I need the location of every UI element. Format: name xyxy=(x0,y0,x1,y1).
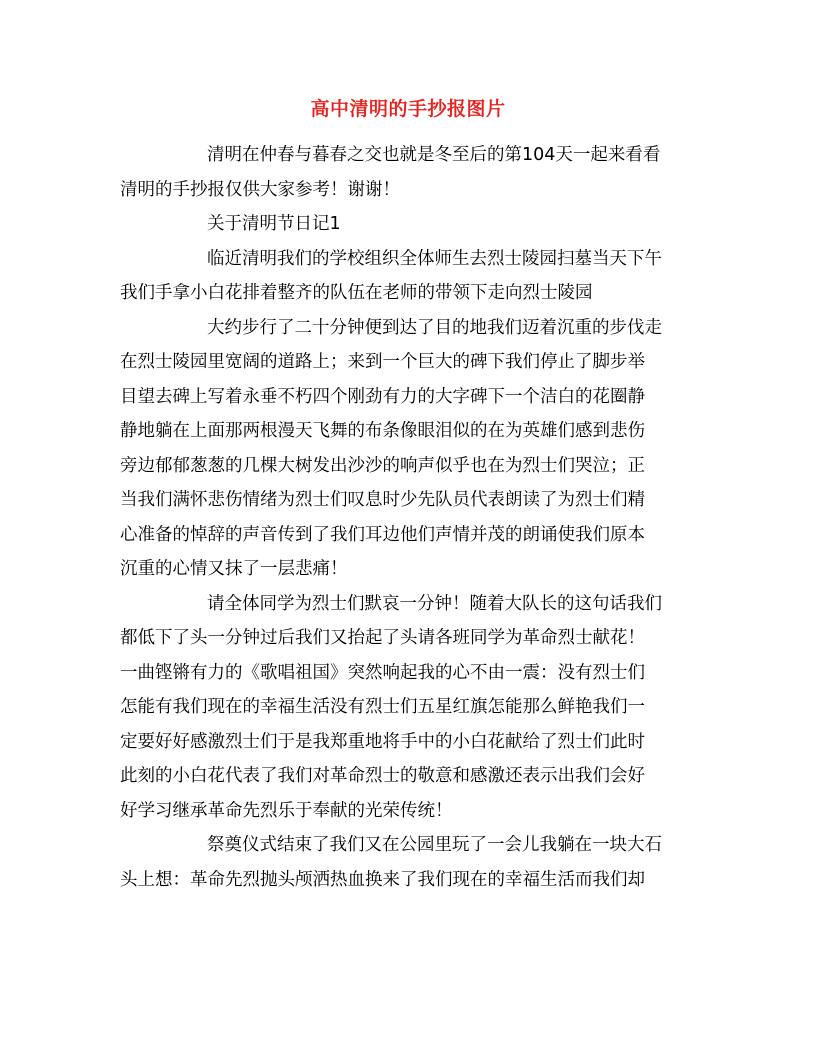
text-line: 清明在仲春与暮春之交也就是冬至后的第104天一起来看看 xyxy=(207,145,661,165)
text-line: 都低下了头一分钟过后我们又抬起了头请各班同学为革命烈士献花！ xyxy=(120,628,645,648)
document-title: 高中清明的手抄报图片 xyxy=(310,98,506,120)
text-line: 怎能有我们现在的幸福生活没有烈士们五星红旗怎能那么鲜艳我们一 xyxy=(120,697,645,717)
text-line: 祭奠仪式结束了我们又在公园里玩了一会儿我躺在一块大石 xyxy=(207,835,662,855)
text-line: 静地躺在上面那两根漫天飞舞的布条像眼泪似的在为英雄们感到悲伤 xyxy=(120,421,645,441)
text-line: 定要好好感激烈士们于是我郑重地将手中的小白花献给了烈士们此时 xyxy=(120,731,645,752)
document-body xyxy=(120,138,698,897)
text-line: 心准备的悼辞的声音传到了我们耳边他们声情并茂的朗诵使我们原本 xyxy=(120,524,645,545)
text-line: 大约步行了二十分钟便到达了目的地我们迈着沉重的步伐走 xyxy=(207,317,662,338)
text-line: 好学习继承革命先烈乐于奉献的光荣传统！ xyxy=(120,800,453,821)
text-line: 沉重的心情又抹了一层悲痛！ xyxy=(120,559,348,579)
text-line: 我们手拿小白花排着整齐的队伍在老师的带领下走向烈士陵园 xyxy=(120,283,593,303)
text-line: 头上想：革命先烈抛头颅洒热血换来了我们现在的幸福生活而我们却 xyxy=(120,869,645,890)
text-line: 临近清明我们的学校组织全体师生去烈士陵园扫墓当天下午 xyxy=(207,248,662,269)
text-line: 旁边郁郁葱葱的几棵大树发出沙沙的响声似乎也在为烈士们哭泣；正 xyxy=(120,455,645,476)
text-line: 目望去碑上写着永垂不朽四个刚劲有力的大字碑下一个洁白的花圈静 xyxy=(120,386,645,407)
text-line: 关于清明节日记1 xyxy=(207,214,341,234)
text-line: 此刻的小白花代表了我们对革命烈士的敬意和感激还表示出我们会好 xyxy=(120,766,645,786)
text-line: 清明的手抄报仅供大家参考！谢谢！ xyxy=(120,179,400,200)
text-line: 当我们满怀悲伤情绪为烈士们叹息时少先队员代表朗读了为烈士们精 xyxy=(120,490,645,510)
text-line: 请全体同学为烈士们默哀一分钟！随着大队长的这句话我们 xyxy=(207,593,662,614)
text-line: 在烈士陵园里宽阔的道路上；来到一个巨大的碑下我们停止了脚步举 xyxy=(120,352,645,372)
text-line: 一曲铿锵有力的《歌唱祖国》突然响起我的心不由一震：没有烈士们 xyxy=(120,662,645,683)
